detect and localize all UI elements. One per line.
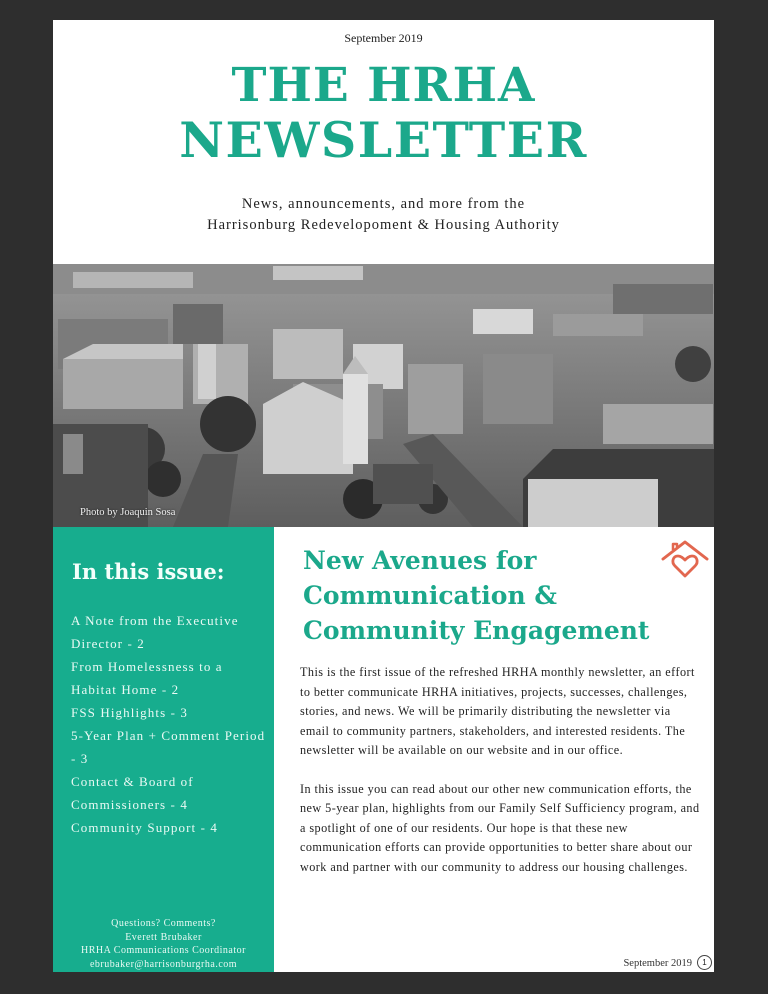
contact-email-link[interactable]: ebrubaker@harrisonburgrha.com <box>89 958 238 970</box>
newsletter-page <box>53 20 714 972</box>
contact-name: Everett Brubaker <box>125 931 202 943</box>
photo-credit: Photo by Joaquin Sosa <box>80 507 176 518</box>
title-line-2: NEWSLETTER <box>179 111 588 169</box>
house-heart-icon <box>660 539 710 583</box>
newsletter-title <box>53 58 714 168</box>
article-title: New Avenues for Communication & Community Engagement <box>303 546 650 645</box>
article-paragraph: This is the first issue of the refreshed HRHA monthly newsletter, an effort to better communicate HRHA initiatives, projects, successes, challenges, stories, and news. We will be primarily distributing the newsletter via email to community partners, stakeholders, and interested residents. The newsletter will be available on our website and in our office. <box>300 665 695 757</box>
newsletter-subtitle <box>53 194 714 236</box>
contact-info <box>53 917 274 971</box>
main-article <box>274 527 714 972</box>
toc-item[interactable]: From Homelessness to a Habitat Home - 2 <box>71 659 223 697</box>
aerial-photo-illustration <box>53 264 714 527</box>
footer-date: September 2019 <box>623 958 692 969</box>
aerial-city-photo <box>53 264 714 527</box>
in-this-issue-sidebar <box>53 527 274 972</box>
issue-date: September 2019 <box>344 31 423 45</box>
contact-role: HRHA Communications Coordinator <box>81 945 246 956</box>
subtitle-line-2: Harrisonburg Redevelopoment & Housing Authority <box>207 217 560 233</box>
masthead <box>53 20 714 264</box>
toc-item[interactable]: Contact & Board of Commissioners - 4 <box>71 774 194 812</box>
subtitle-line-1: News, announcements, and more from the <box>241 196 526 212</box>
page-number-badge: 1 <box>697 955 712 970</box>
contact-prompt: Questions? Comments? <box>111 918 216 929</box>
table-of-contents <box>71 609 271 839</box>
toc-item[interactable]: 5-Year Plan + Comment Period - 3 <box>71 728 266 766</box>
toc-item[interactable]: Community Support - 4 <box>71 820 218 835</box>
toc-item[interactable]: A Note from the Executive Director - 2 <box>71 613 239 651</box>
article-body <box>300 663 700 896</box>
article-paragraph: In this issue you can read about our other new communication efforts, the new 5-year plan, highlights from our Family Self Sufficiency program, and a spotlight of one of our residents. Our hope is that these new communication efforts can provide opportunities to better share about our work and partner with our community to address our housing challenges. <box>300 781 700 874</box>
sidebar-title: In this issue: <box>72 559 225 584</box>
toc-item[interactable]: FSS Highlights - 3 <box>71 705 188 720</box>
title-line-1: THE HRHA <box>231 58 536 113</box>
